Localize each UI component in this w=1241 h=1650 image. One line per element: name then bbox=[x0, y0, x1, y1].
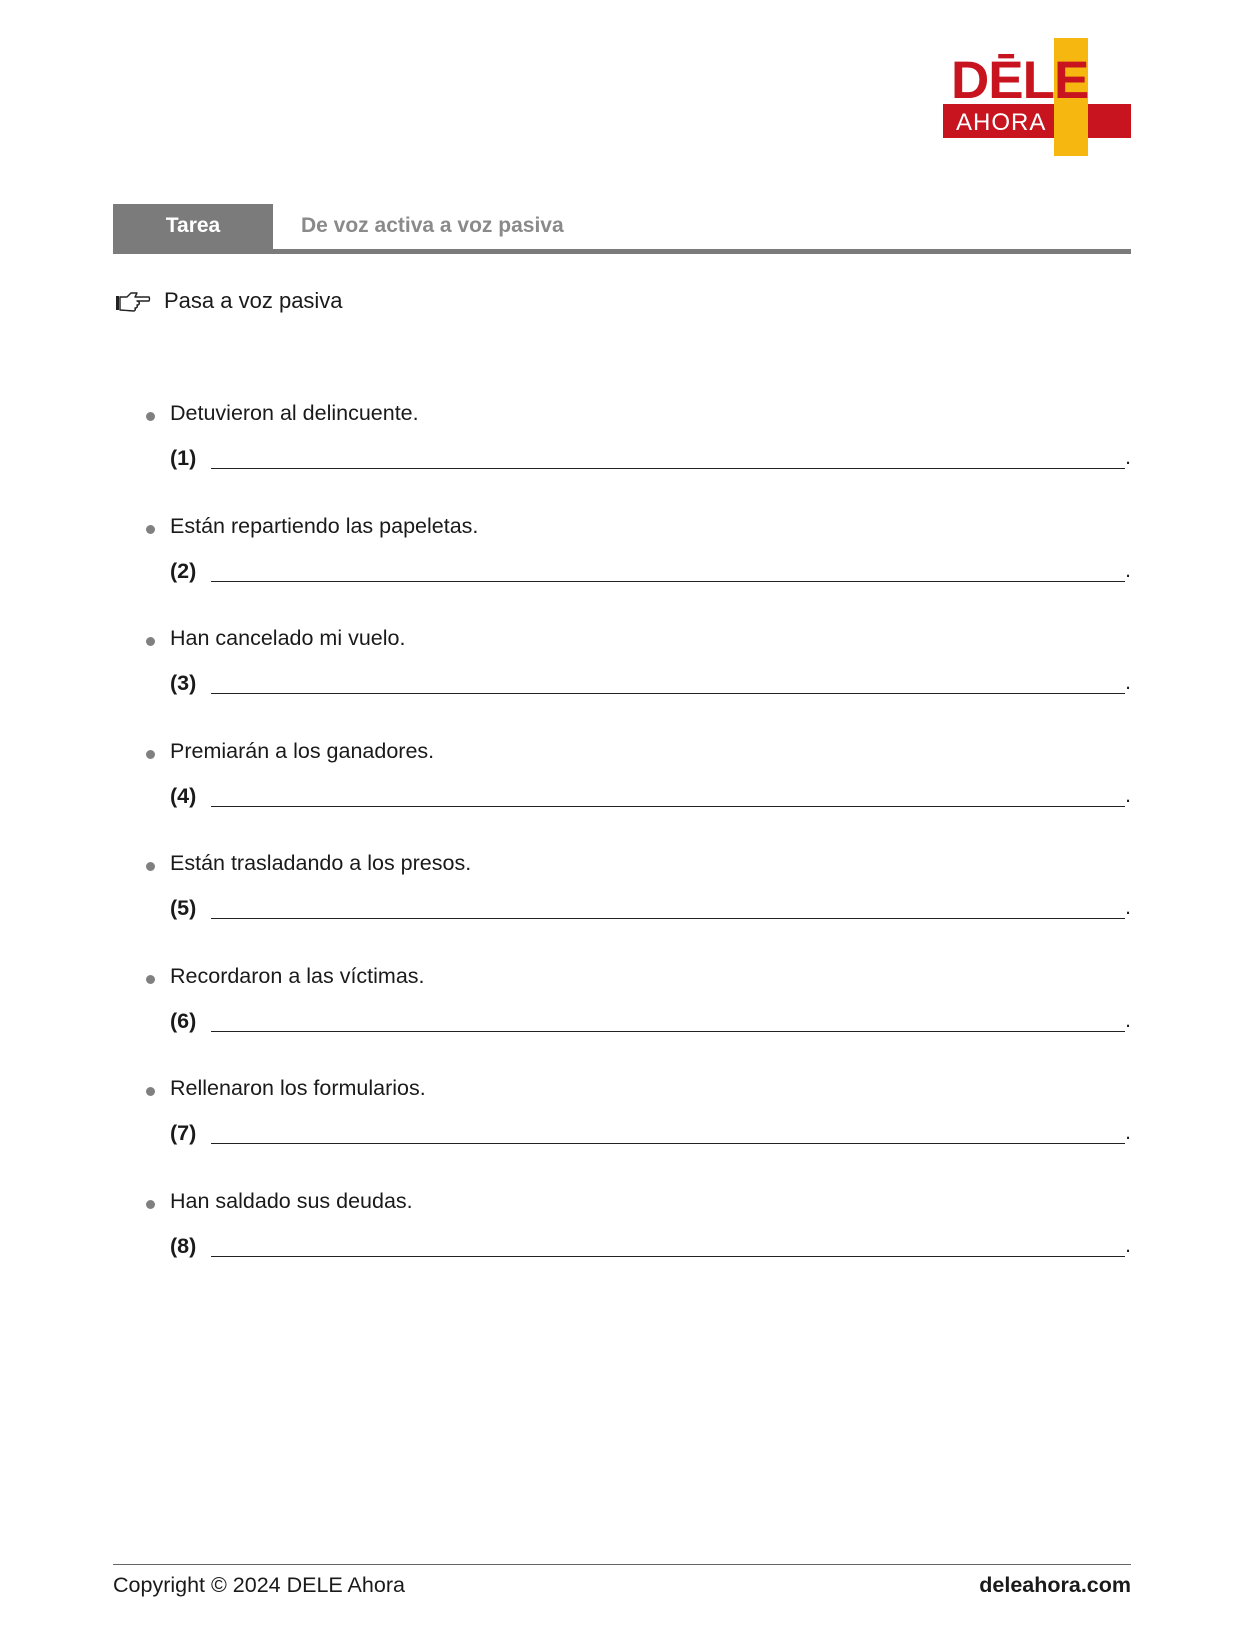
instruction-text: Pasa a voz pasiva bbox=[164, 288, 343, 313]
answer-row bbox=[170, 442, 1131, 474]
exercise-item bbox=[146, 848, 1131, 961]
exercise-sentence: Han cancelado mi vuelo. bbox=[170, 626, 406, 650]
exercise-item bbox=[146, 1186, 1131, 1299]
svg-text:DĒLE: DĒLE bbox=[951, 51, 1089, 110]
answer-period: . bbox=[1125, 671, 1131, 694]
answer-blank[interactable] bbox=[211, 806, 1125, 807]
task-header bbox=[113, 204, 1131, 250]
answer-blank[interactable] bbox=[211, 581, 1125, 582]
answer-number: (4) bbox=[170, 783, 197, 808]
answer-period: . bbox=[1125, 1121, 1131, 1144]
exercise-item bbox=[146, 398, 1131, 511]
answer-row bbox=[170, 555, 1131, 587]
answer-number: (1) bbox=[170, 446, 197, 470]
answer-period: . bbox=[1125, 558, 1131, 582]
instruction bbox=[115, 284, 343, 318]
answer-blank[interactable] bbox=[211, 1031, 1125, 1032]
task-title: De voz activa a voz pasiva bbox=[301, 214, 564, 237]
bullet-icon bbox=[146, 637, 155, 646]
answer-blank[interactable] bbox=[211, 1143, 1125, 1144]
dele-ahora-logo bbox=[943, 38, 1131, 156]
bullet-icon bbox=[146, 412, 155, 421]
answer-period: . bbox=[1125, 783, 1131, 807]
answer-number: (8) bbox=[170, 1233, 197, 1258]
bullet-icon bbox=[146, 750, 155, 759]
bullet-icon bbox=[146, 1200, 155, 1209]
task-tab-label: Tarea bbox=[113, 204, 273, 250]
bullet-icon bbox=[146, 1087, 155, 1096]
footer-site-link[interactable]: deleahora.com bbox=[979, 1573, 1131, 1597]
answer-row bbox=[170, 1005, 1131, 1037]
answer-period: . bbox=[1125, 1233, 1131, 1257]
svg-text:AHORA: AHORA bbox=[956, 109, 1047, 136]
exercise-sentence: Han saldado sus deudas. bbox=[170, 1188, 413, 1213]
answer-blank[interactable] bbox=[211, 918, 1125, 919]
exercise-list bbox=[146, 398, 1131, 1298]
answer-row bbox=[170, 780, 1131, 812]
answer-row bbox=[170, 667, 1131, 699]
answer-number: (2) bbox=[170, 558, 197, 583]
answer-period: . bbox=[1125, 896, 1131, 919]
task-header-rule bbox=[113, 249, 1131, 254]
exercise-item bbox=[146, 736, 1131, 849]
answer-row bbox=[170, 892, 1131, 924]
exercise-sentence: Están repartiendo las papeletas. bbox=[170, 513, 479, 538]
footer-rule bbox=[113, 1564, 1131, 1565]
answer-blank[interactable] bbox=[211, 1256, 1125, 1257]
bullet-icon bbox=[146, 862, 155, 871]
footer-copyright: Copyright © 2024 DELE Ahora bbox=[113, 1573, 405, 1597]
exercise-item bbox=[146, 961, 1131, 1074]
exercise-sentence: Recordaron a las víctimas. bbox=[170, 963, 425, 988]
answer-blank[interactable] bbox=[211, 468, 1125, 469]
exercise-sentence: Premiarán a los ganadores. bbox=[170, 738, 435, 763]
exercise-sentence: Están trasladando a los presos. bbox=[170, 851, 472, 875]
answer-period: . bbox=[1125, 446, 1131, 469]
exercise-item bbox=[146, 511, 1131, 624]
exercise-item bbox=[146, 623, 1131, 736]
exercise-sentence: Rellenaron los formularios. bbox=[170, 1076, 426, 1100]
answer-number: (3) bbox=[170, 671, 197, 695]
answer-period: . bbox=[1125, 1008, 1131, 1032]
bullet-icon bbox=[146, 525, 155, 534]
exercise-item bbox=[146, 1073, 1131, 1186]
answer-number: (6) bbox=[170, 1008, 197, 1033]
answer-row bbox=[170, 1117, 1131, 1149]
exercise-sentence: Detuvieron al delincuente. bbox=[170, 401, 419, 425]
answer-number: (5) bbox=[170, 896, 197, 920]
bullet-icon bbox=[146, 975, 155, 984]
answer-blank[interactable] bbox=[211, 693, 1125, 694]
pointing-hand-icon bbox=[115, 289, 151, 313]
answer-number: (7) bbox=[170, 1121, 197, 1145]
answer-row bbox=[170, 1230, 1131, 1262]
